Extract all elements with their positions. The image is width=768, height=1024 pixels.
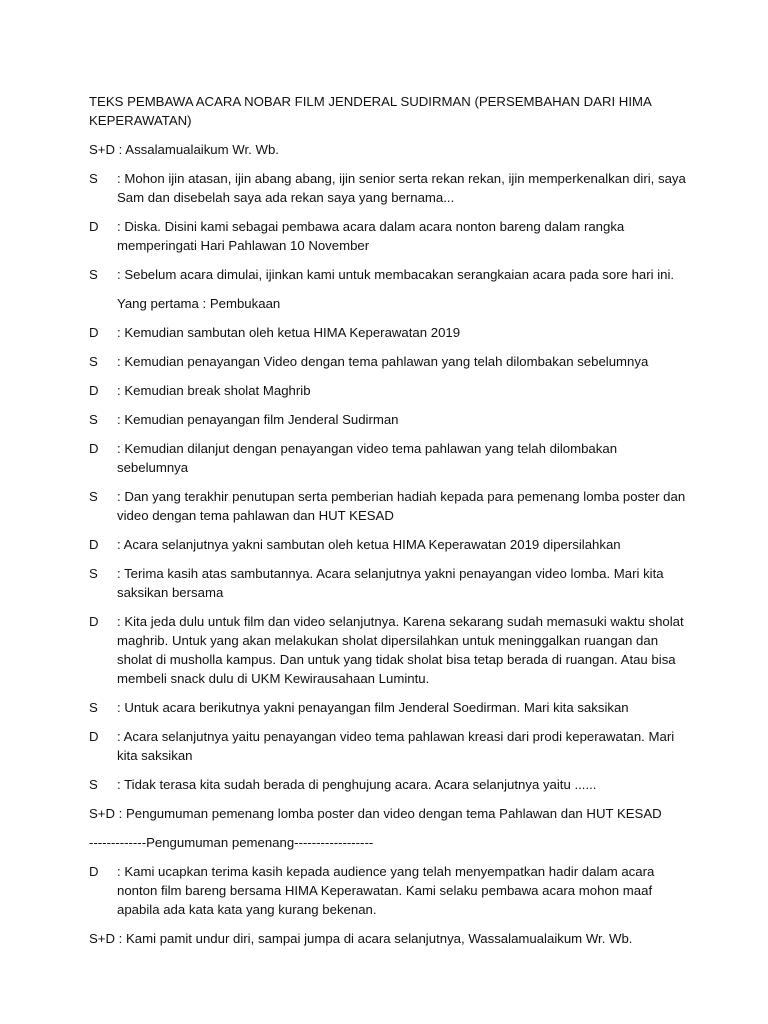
dialogue-line: [89, 535, 689, 554]
opening-greeting: S+D : Assalamualaikum Wr. Wb.: [89, 142, 279, 157]
dialogue-text: : Mohon ijin atasan, ijin abang abang, ijin senior serta rekan rekan, ijin memperkenalkan diri, saya Sam dan disebelah saya ada rekan saya yang bernama...: [117, 171, 686, 205]
speaker-label: D: [89, 614, 99, 629]
dialogue-line: [89, 265, 689, 284]
dialogue-text: : Kami ucapkan terima kasih kepada audience yang telah menyempatkan hadir dalam acara nonton film bareng bersama HIMA Keperawatan. Kami selaku pembawa acara mohon maaf apabila ada kata kata yang kurang bekenan.: [117, 864, 655, 917]
speaker-label: S: [89, 267, 98, 282]
speaker-label: S: [89, 777, 98, 792]
dialogue-text: : Dan yang terakhir penutupan serta pemberian hadiah kepada para pemenang lomba poster dan video dengan tema pahlawan dan HUT KESAD: [117, 489, 686, 523]
speaker-label: D: [89, 441, 99, 456]
speaker-label: D: [89, 864, 99, 879]
dialogue-line: [89, 169, 689, 207]
dialogue-text: : Kemudian dilanjut dengan penayangan video tema pahlawan yang telah dilombakan sebelumnya: [117, 441, 618, 475]
dialogue-line: [89, 439, 689, 477]
dialogue-line: [89, 323, 689, 342]
dialogue-line: [89, 381, 689, 400]
dialogue-text: : Tidak terasa kita sudah berada di penghujung acara. Acara selanjutnya yaitu ......: [117, 777, 597, 792]
document-page: [89, 92, 689, 958]
speaker-label: S: [89, 700, 98, 715]
dialogue-line: [89, 217, 689, 255]
speaker-label: S: [89, 171, 98, 186]
dialogue-text: : Kemudian penayangan film Jenderal Sudirman: [117, 412, 399, 427]
first-agenda-item: Yang pertama : Pembukaan: [117, 296, 281, 311]
speaker-label: S: [89, 489, 98, 504]
dialogue-text: : Kita jeda dulu untuk film dan video selanjutnya. Karena sekarang sudah memasuki waktu sholat maghrib. Untuk yang akan melakukan sholat dipersilahkan untuk meninggalkan ruangan dan sholat di musholla kampus. Dan untuk yang tidak sholat bisa tetap berada di ruangan. Atau bisa membeli snack dulu di UKM Kewirausahaan Lumintu.: [117, 614, 684, 686]
dialogue-text: : Terima kasih atas sambutannya. Acara selanjutnya yakni penayangan video lomba. Mari kita saksikan bersama: [117, 566, 664, 600]
dialogue-line: [89, 727, 689, 765]
dialogue-line: [89, 862, 689, 919]
dialogue-text: : Kemudian sambutan oleh ketua HIMA Keperawatan 2019: [117, 325, 461, 340]
dialogue-line: [89, 564, 689, 602]
speaker-label: S: [89, 412, 98, 427]
speaker-label: D: [89, 325, 99, 340]
dialogue-text: : Untuk acara berikutnya yakni penayangan film Jenderal Soedirman. Mari kita saksikan: [117, 700, 629, 715]
speaker-label: D: [89, 219, 99, 234]
dialogue-line: [89, 612, 689, 688]
speaker-label: D: [89, 537, 99, 552]
dialogue-text: : Kemudian penayangan Video dengan tema pahlawan yang telah dilombakan sebelumnya: [117, 354, 649, 369]
announcement-line: S+D : Pengumuman pemenang lomba poster dan video dengan tema Pahlawan dan HUT KESAD: [89, 806, 662, 821]
speaker-label: S: [89, 566, 98, 581]
speaker-label: S: [89, 354, 98, 369]
dialogue-line: [89, 487, 689, 525]
dialogue-text: : Acara selanjutnya yaitu penayangan video tema pahlawan kreasi dari prodi keperawatan. Mari kita saksikan: [117, 729, 675, 763]
dialogue-line: [89, 352, 689, 371]
dialogue-line: [89, 775, 689, 794]
dialogue-text: : Diska. Disini kami sebagai pembawa acara dalam acara nonton bareng dalam rangka memperingati Hari Pahlawan 10 November: [117, 219, 625, 253]
dialogue-text: : Acara selanjutnya yakni sambutan oleh ketua HIMA Keperawatan 2019 dipersilahkan: [117, 537, 621, 552]
speaker-label: D: [89, 729, 99, 744]
farewell-line: S+D : Kami pamit undur diri, sampai jumpa di acara selanjutnya, Wassalamualaikum Wr. Wb.: [89, 931, 633, 946]
dialogue-line: [89, 698, 689, 717]
section-separator: -------------Pengumuman pemenang------------------: [89, 835, 374, 850]
speaker-label: D: [89, 383, 99, 398]
dialogue-line: [89, 410, 689, 429]
document-title: TEKS PEMBAWA ACARA NOBAR FILM JENDERAL SUDIRMAN (PERSEMBAHAN DARI HIMA KEPERAWATAN): [89, 94, 652, 128]
dialogue-text: : Sebelum acara dimulai, ijinkan kami untuk membacakan serangkaian acara pada sore hari ini.: [117, 267, 675, 282]
dialogue-text: : Kemudian break sholat Maghrib: [117, 383, 311, 398]
